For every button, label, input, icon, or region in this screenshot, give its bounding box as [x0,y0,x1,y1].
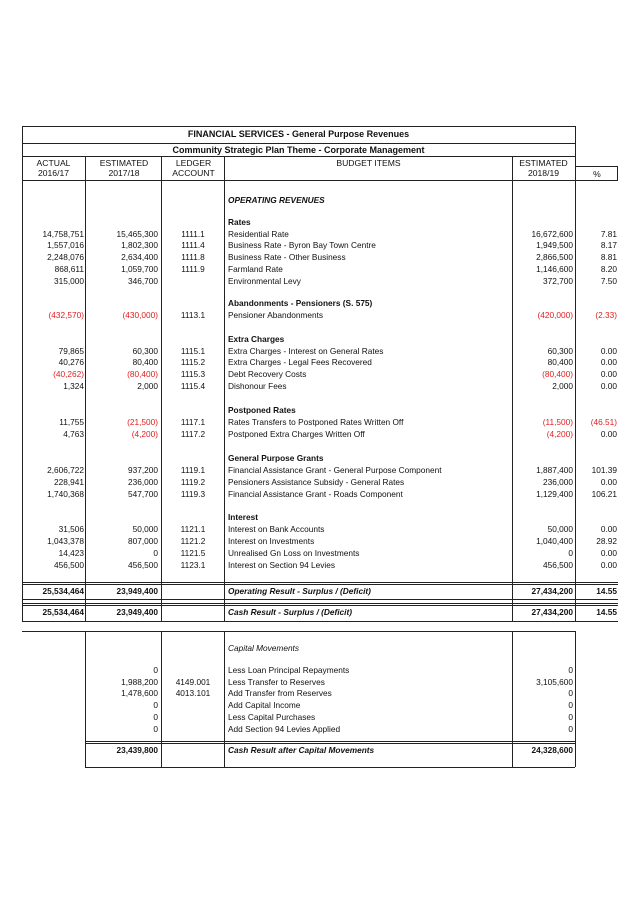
rule [22,180,575,181]
cell-item: Financial Assistance Grant - General Purpose Component [228,465,442,475]
cell-estprev: 60,300 [132,346,158,356]
cell-pct: (46.51) [590,417,617,427]
rule [576,166,618,167]
cell-item: Add Section 94 Levies Applied [228,724,341,734]
cell-item: Pensioner Abandonments [228,310,324,320]
cell-estprev: 0 [153,712,158,722]
cell-estprev: 2,000 [137,381,158,391]
cell-ledger: 4149.001 [175,677,211,687]
cell-estprev: (80,400) [127,369,158,379]
cell-est: 27,434,200 [531,607,573,617]
rule [22,584,618,585]
section-interest: Interest [228,512,258,522]
rule [85,743,575,744]
cell-pct: 8.81 [600,252,617,262]
cell-ledger: 1123.1 [180,560,206,570]
cell-item: Interest on Investments [228,536,315,546]
cell-est: 0 [568,548,573,558]
cell-pct: 101.39 [591,465,617,475]
cell-ledger: 1111.9 [181,264,205,274]
cell-est: 0 [568,712,573,722]
cell-item: Dishonour Fees [228,381,287,391]
cell-ledger: 1121.2 [180,536,206,546]
cell-pct: 14.55 [596,586,617,596]
cell-item: Business Rate - Other Business [228,252,346,262]
cell-est: 1,129,400 [536,489,573,499]
cell-est: 0 [568,665,573,675]
cell-pct: 7.81 [600,229,617,239]
cell-est: 16,672,600 [531,229,573,239]
cell-actual: 456,500 [54,560,84,570]
cell-estprev: 236,000 [128,477,158,487]
cell-pct: 7.50 [600,276,617,286]
cell-est: 2,866,500 [536,252,573,262]
cell-ledger: 1119.1 [180,465,206,475]
section-capital-movements: Capital Movements [228,643,300,653]
col-items-h: BUDGET ITEMS [336,158,401,168]
cell-estprev: (21,500) [127,417,158,427]
cell-item: Interest on Bank Accounts [228,524,325,534]
cell-item: Postponed Extra Charges Written Off [228,429,365,439]
cell-est: 456,500 [543,560,573,570]
cash-result-label: Cash Result - Surplus / (Deficit) [228,607,353,617]
cell-actual: 14,423 [58,548,84,558]
cell-ledger: 1111.1 [181,229,205,239]
cell-pct: 0.00 [600,548,617,558]
rule [575,631,576,767]
cell-ledger: 1117.2 [180,429,206,439]
cell-actual: 315,000 [54,276,84,286]
rule [85,741,575,742]
col-estprev-h2: 2017/18 [108,168,140,178]
rule [224,156,225,622]
cell-ledger: 1115.4 [180,381,206,391]
cell-est: 1,887,400 [536,465,573,475]
cell-est: 0 [568,700,573,710]
cell-estprev: 0 [153,548,158,558]
rule [224,631,225,767]
cell-est: 27,434,200 [531,586,573,596]
rule [512,631,513,767]
cell-actual: 1,740,368 [47,489,84,499]
cell-item: Debt Recovery Costs [228,369,307,379]
cell-estprev: (4,200) [131,429,158,439]
cell-actual: (432,570) [48,310,84,320]
cell-estprev: 23,949,400 [116,586,158,596]
cell-actual: 79,865 [58,346,84,356]
cell-item: Add Transfer from Reserves [228,688,332,698]
cell-pct: (2.33) [595,310,617,320]
section-abandonments: Abandonments - Pensioners (S. 575) [228,298,373,308]
cell-estprev: 23,439,800 [116,745,158,755]
cell-estprev: 547,700 [128,489,158,499]
cell-est: 1,040,400 [536,536,573,546]
cell-ledger: 1115.3 [180,369,206,379]
cell-estprev: 0 [153,665,158,675]
cell-ledger: 1119.3 [180,489,206,499]
cell-item: Less Loan Principal Repayments [228,665,350,675]
cell-estprev: 1,059,700 [121,264,158,274]
section-extra-charges: Extra Charges [228,334,285,344]
cell-item: Interest on Section 94 Levies [228,560,336,570]
rule [22,631,575,632]
cell-item: Financial Assistance Grant - Roads Component [228,489,403,499]
cell-est: 0 [568,688,573,698]
cell-pct: 0.00 [600,477,617,487]
cell-actual: 11,755 [59,417,84,427]
rule [22,599,618,600]
cell-est: 60,300 [547,346,573,356]
cell-item: Environmental Levy [228,276,301,286]
cell-pct: 8.20 [600,264,617,274]
rule [22,605,618,606]
section-operating-revenues: OPERATING REVENUES [228,195,325,205]
cell-item: Less Transfer to Reserves [228,677,325,687]
cell-pct: 0.00 [600,524,617,534]
section-rates: Rates [228,217,251,227]
report-title: FINANCIAL SERVICES - General Purpose Revenues [187,129,410,139]
cell-est: 3,105,600 [536,677,573,687]
cell-actual: 868,611 [54,264,84,274]
cell-est: (80,400) [542,369,573,379]
cell-estprev: 807,000 [128,536,158,546]
cell-estprev: 1,478,600 [121,688,158,698]
cell-actual: 2,606,722 [47,465,84,475]
cell-actual: 25,534,464 [42,607,84,617]
cash-after-capital-label: Cash Result after Capital Movements [228,745,375,755]
cell-item: Residential Rate [228,229,289,239]
col-ledger-h2: ACCOUNT [172,168,215,178]
cell-est: 236,000 [543,477,573,487]
rule [617,166,618,180]
cell-pct: 0.00 [600,346,617,356]
section-grants: General Purpose Grants [228,453,324,463]
cell-item: Less Capital Purchases [228,712,316,722]
cell-item: Add Capital Income [228,700,301,710]
cell-actual: 4,763 [63,429,84,439]
cell-actual: (40,262) [53,369,84,379]
cell-pct: 28.92 [596,536,617,546]
cell-actual: 31,506 [58,524,84,534]
cell-estprev: 2,634,400 [121,252,158,262]
cell-actual: 2,248,076 [47,252,84,262]
col-actual-h2: 2016/17 [37,168,70,178]
cell-estprev: 80,400 [132,357,158,367]
rule [22,582,618,583]
rule [161,631,162,767]
cell-est: 1,146,600 [536,264,573,274]
cell-estprev: 15,465,300 [116,229,158,239]
rule [22,621,618,622]
cell-pct: 0.00 [600,357,617,367]
rule [85,767,575,768]
cell-pct: 0.00 [600,560,617,570]
cell-estprev: 1,802,300 [121,240,158,250]
cell-est: 2,000 [552,381,573,391]
cell-ledger: 1115.2 [180,357,206,367]
col-pct-h: % [593,169,601,179]
rule [22,126,575,127]
cell-ledger: 1121.1 [180,524,206,534]
rule [22,603,618,604]
cell-pct: 106.21 [591,489,617,499]
cell-pct: 8.17 [600,240,617,250]
cell-actual: 14,758,751 [42,229,84,239]
cell-actual: 1,043,378 [47,536,84,546]
rule [22,156,575,157]
cell-item: Pensioners Assistance Subsidy - General Rates [228,477,405,487]
cell-ledger: 1119.2 [180,477,206,487]
cell-estprev: 0 [153,724,158,734]
cell-ledger: 1121.5 [180,548,206,558]
cell-estprev: 0 [153,700,158,710]
cell-est: 0 [568,724,573,734]
cell-est: 50,000 [547,524,573,534]
col-ledger-h1: LEDGER [175,158,212,168]
cell-estprev: 937,200 [128,465,158,475]
cell-est: 24,328,600 [531,745,573,755]
cell-estprev: 23,949,400 [116,607,158,617]
cell-ledger: 1111.4 [181,240,205,250]
cell-item: Unrealised Gn Loss on Investments [228,548,360,558]
cell-estprev: 456,500 [128,560,158,570]
cell-actual: 1,557,016 [47,240,84,250]
cell-est: 80,400 [547,357,573,367]
cell-actual: 40,276 [58,357,84,367]
cell-est: 372,700 [543,276,573,286]
col-actual-h1: ACTUAL [36,158,71,168]
cell-ledger: 4013.101 [175,688,211,698]
cell-estprev: 1,988,200 [121,677,158,687]
cell-actual: 1,324 [63,381,84,391]
cell-est: 1,949,500 [536,240,573,250]
cell-estprev: 346,700 [128,276,158,286]
col-estprev-h1: ESTIMATED [99,158,149,168]
cell-item: Extra Charges - Legal Fees Recovered [228,357,372,367]
section-postponed-rates: Postponed Rates [228,405,296,415]
cell-estprev: (430,000) [122,310,158,320]
cell-ledger: 1117.1 [180,417,206,427]
cell-estprev: 50,000 [132,524,158,534]
rule [576,180,618,181]
cell-item: Rates Transfers to Postponed Rates Written Off [228,417,404,427]
cell-actual: 228,941 [54,477,84,487]
cell-item: Business Rate - Byron Bay Town Centre [228,240,376,250]
col-est-h2: 2018/19 [527,168,560,178]
cell-pct: 14.55 [596,607,617,617]
cell-est: (4,200) [546,429,573,439]
cell-pct: 0.00 [600,381,617,391]
rule [575,126,576,156]
cell-pct: 0.00 [600,429,617,439]
cell-ledger: 1115.1 [180,346,206,356]
rule [22,143,575,144]
cell-ledger: 1113.1 [180,310,206,320]
rule [512,156,513,622]
operating-result-label: Operating Result - Surplus / (Deficit) [228,586,371,596]
cell-item: Farmland Rate [228,264,283,274]
cell-item: Extra Charges - Interest on General Rates [228,346,384,356]
cell-pct: 0.00 [600,369,617,379]
cell-actual: 25,534,464 [42,586,84,596]
report-subtitle: Community Strategic Plan Theme - Corporate Management [172,145,425,155]
cell-est: (420,000) [537,310,573,320]
cell-est: (11,500) [542,417,573,427]
rule [575,156,576,622]
col-est-h1: ESTIMATED [519,158,568,168]
cell-ledger: 1111.8 [181,252,205,262]
rule [161,156,162,622]
